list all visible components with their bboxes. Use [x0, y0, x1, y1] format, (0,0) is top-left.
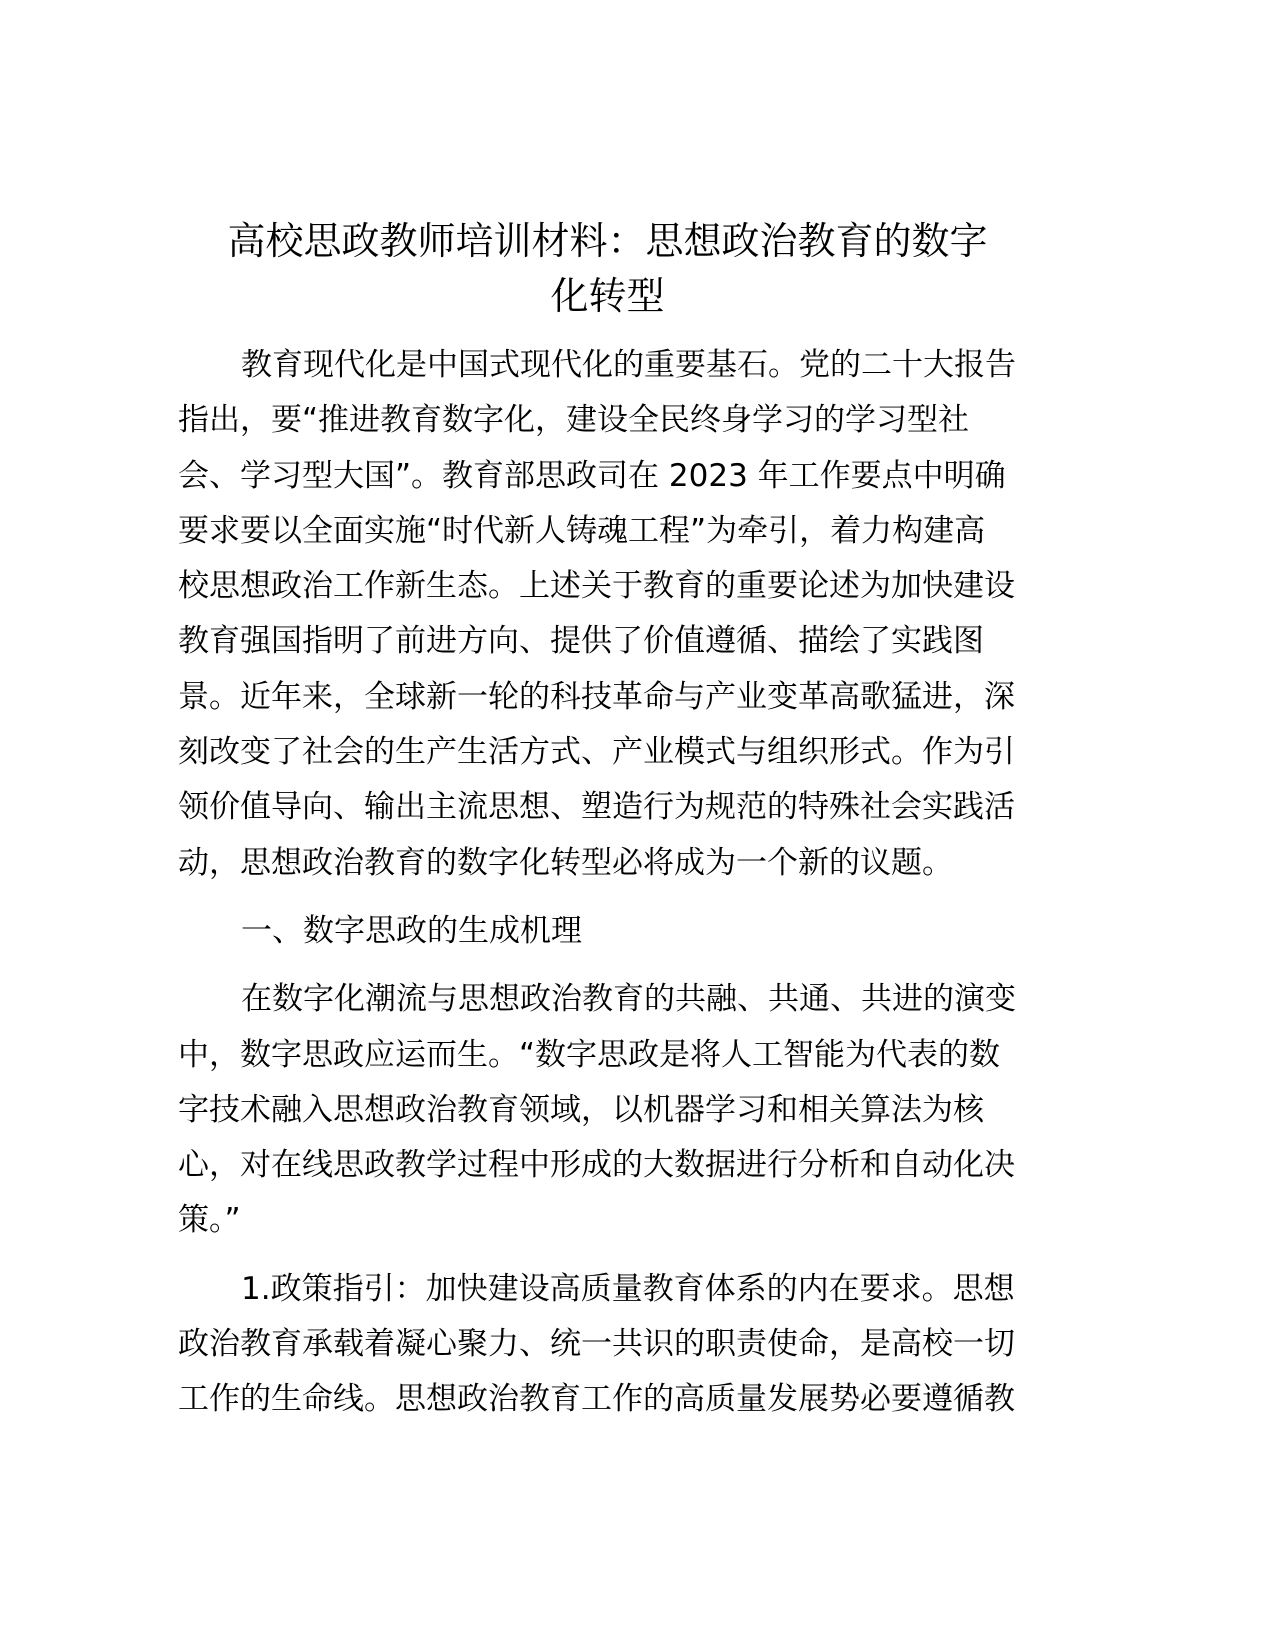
document-title [150, 214, 1065, 324]
text-line: 工作的生命线。思想政治教育工作的高质量发展势必要遵循教 [178, 1381, 1015, 1418]
text-line: 指出，要“推进教育数字化，建设全民终身学习的学习型社 [178, 402, 970, 439]
text-line: 政治教育承载着凝心聚力、统一共识的职责使命，是高校一切 [178, 1326, 1015, 1363]
section-heading [178, 904, 1048, 959]
document-body [178, 338, 1048, 1441]
text-line: 在数字化潮流与思想政治教育的共融、共通、共进的演变 [241, 981, 1016, 1018]
text-line: 心，对在线思政教学过程中形成的大数据进行分析和自动化决 [178, 1147, 1015, 1184]
title-line: 高校思政教师培训材料：思想政治教育的数字 [227, 219, 988, 263]
text-line: 教育现代化是中国式现代化的重要基石。党的二十大报告 [241, 347, 1016, 383]
paragraph [178, 972, 1048, 1248]
text-line: 动，思想政治教育的数字化转型必将成为一个新的议题。 [178, 844, 953, 881]
text-line: 中，数字思政应运而生。“数字思政是将人工智能为代表的数 [178, 1036, 1001, 1073]
text-line: 会、学习型大国”。教育部思政司在 2023 年工作要点中明确 [178, 457, 1006, 494]
text-line: 景。近年来，全球新一轮的科技革命与产业变革高歌猛进，深 [178, 678, 1015, 715]
text-line: 字技术融入思想政治教育领域，以机器学习和相关算法为核 [178, 1091, 984, 1128]
text-line: 1.政策指引：加快建设高质量教育体系的内在要求。思想 [241, 1270, 1015, 1307]
text-line: 领价值导向、输出主流思想、塑造行为规范的特殊社会实践活 [178, 789, 1015, 826]
text-line: 刻改变了社会的生产生活方式、产业模式与组织形式。作为引 [178, 734, 1015, 771]
paragraph [178, 338, 1048, 891]
text-line: 策。” [178, 1202, 241, 1239]
text-line: 校思想政治工作新生态。上述关于教育的重要论述为加快建设 [178, 568, 1015, 605]
text-line: 一、数字思政的生成机理 [241, 912, 582, 949]
title-line: 化转型 [550, 274, 665, 318]
paragraph [178, 1262, 1048, 1428]
text-line: 要求要以全面实施“时代新人铸魂工程”为牵引，着力构建高 [178, 512, 986, 549]
text-line: 教育强国指明了前进方向、提供了价值遵循、描绘了实践图 [178, 623, 984, 660]
